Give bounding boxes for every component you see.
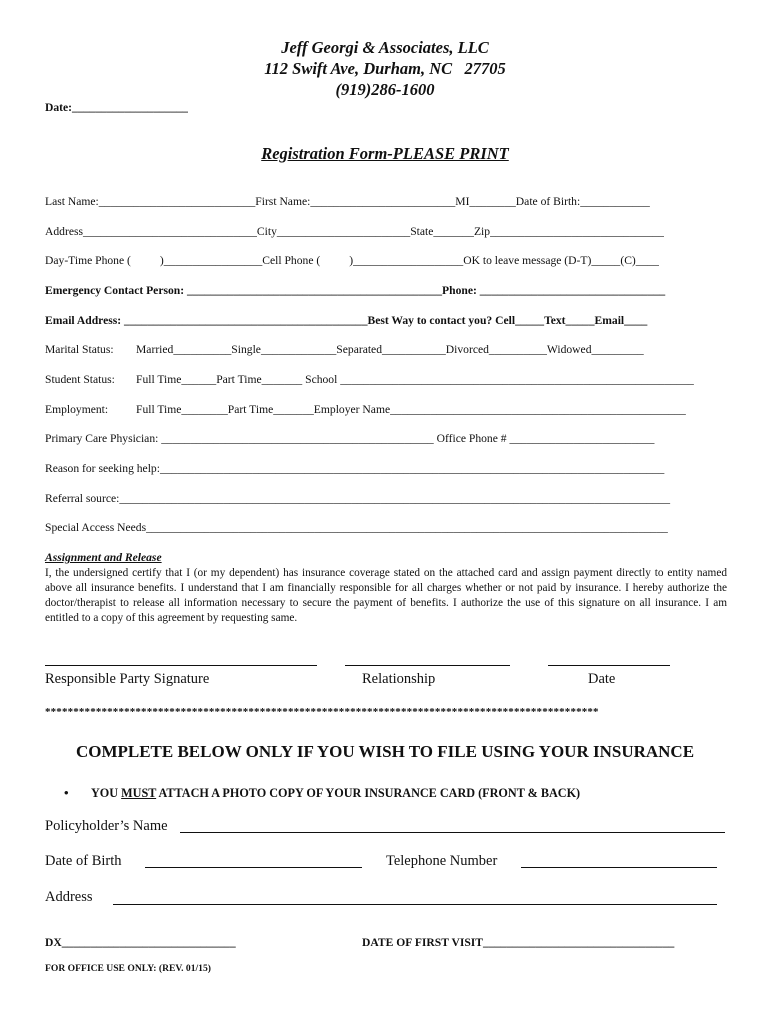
insurance-address-line[interactable] xyxy=(113,904,717,905)
referral-row[interactable]: Referral source:_______________________________________________________________________________________________ xyxy=(45,492,671,505)
marital-status-options[interactable]: Married__________Single_____________Separated___________Divorced__________Widowed_________ xyxy=(136,343,644,356)
email-row[interactable]: Email Address: __________________________________________Best Way to contact you? Cell_____Text_____Email____ xyxy=(45,314,648,327)
phone-row[interactable]: Day-Time Phone ( )_________________Cell Phone ( )___________________OK to leave message (D-T)_____(C)____ xyxy=(45,254,659,267)
employment-label: Employment: xyxy=(45,403,109,416)
note-suffix: ATTACH A PHOTO COPY OF YOUR INSURANCE CARD (FRONT & BACK) xyxy=(156,786,581,800)
bullet-icon: • xyxy=(64,785,69,800)
date-label: Date xyxy=(588,671,616,687)
student-status-label: Student Status: xyxy=(45,373,115,386)
employment-options[interactable]: Full Time________Part Time_______Employer Name___________________________________________________ xyxy=(136,403,686,416)
dob-label: Date of Birth xyxy=(45,853,122,869)
signature-date-line[interactable] xyxy=(548,665,670,666)
name-dob-row[interactable]: Last Name:___________________________First Name:_________________________MI________Date of Birth:____________ xyxy=(45,195,650,208)
company-address: 112 Swift Ave, Durham, NC 27705 xyxy=(264,59,506,78)
telephone-line[interactable] xyxy=(521,867,717,868)
separator: ************************************************************************************************** xyxy=(45,706,599,718)
marital-status-label: Marital Status: xyxy=(45,343,114,356)
relationship-line[interactable] xyxy=(345,665,510,666)
insurance-card-note xyxy=(91,786,580,801)
student-status-options[interactable]: Full Time______Part Time_______ School _____________________________________________________________ xyxy=(136,373,694,386)
special-access-row[interactable]: Special Access Needs__________________________________________________________________________________________ xyxy=(45,521,668,534)
dx-field[interactable]: DX______________________________ xyxy=(45,936,236,949)
assignment-heading: Assignment and Release xyxy=(45,551,162,564)
signature-line[interactable] xyxy=(45,665,317,666)
note-must: MUST xyxy=(121,786,157,800)
company-phone: (919)286-1600 xyxy=(335,80,435,99)
policyholder-label: Policyholder’s Name xyxy=(45,818,168,834)
insurance-heading: COMPLETE BELOW ONLY IF YOU WISH TO FILE USING YOUR INSURANCE xyxy=(75,742,695,761)
physician-row[interactable]: Primary Care Physician: _______________________________________________ Office Phone # _________________________ xyxy=(45,432,655,445)
signature-label: Responsible Party Signature xyxy=(45,671,210,687)
insurance-address-label: Address xyxy=(45,889,93,905)
policyholder-line[interactable] xyxy=(180,832,725,833)
first-visit-field[interactable]: DATE OF FIRST VISIT_________________________________ xyxy=(362,936,675,949)
note-prefix: YOU xyxy=(91,786,122,800)
dob-line[interactable] xyxy=(145,867,362,868)
assignment-text: I, the undersigned certify that I (or my dependent) has insurance coverage stated on the attached card and assign payment directly to entity named above all insurance benefits. I understand that I am financially responsible for all charges whether or not paid by insurance. I hereby authorize the doctor/therapist to release all information necessary to secure the payment of benefits. I authorize the use of this signature on all insurance. I am entitled to a copy of this agreement by requesting same. xyxy=(45,567,727,624)
telephone-label: Telephone Number xyxy=(386,853,498,869)
form-title: Registration Form-PLEASE PRINT xyxy=(261,144,509,163)
date-field[interactable]: Date:____________________ xyxy=(45,101,188,114)
office-use-footer: FOR OFFICE USE ONLY: (REV. 01/15) xyxy=(45,963,211,974)
reason-row[interactable]: Reason for seeking help:_______________________________________________________________________________________ xyxy=(45,462,665,475)
emergency-contact-row[interactable]: Emergency Contact Person: ____________________________________________Phone: ________________________________ xyxy=(45,284,666,297)
company-name: Jeff Georgi & Associates, LLC xyxy=(281,38,489,57)
relationship-label: Relationship xyxy=(362,671,436,687)
address-row[interactable]: Address______________________________City_______________________State_______Zip______________________________ xyxy=(45,225,664,238)
